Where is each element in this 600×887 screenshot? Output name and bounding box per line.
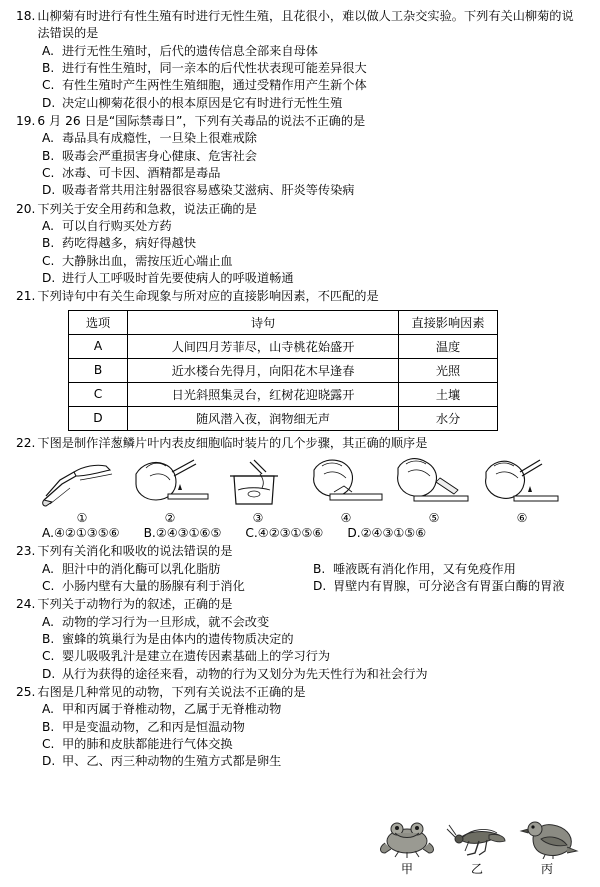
question-number: 18. xyxy=(16,9,36,23)
option-label: D. xyxy=(313,578,327,593)
table-row[interactable] xyxy=(69,406,498,430)
option-text: 甲是变温动物，乙和丙是恒温动物 xyxy=(62,719,245,734)
option-label: C. xyxy=(42,578,55,593)
header-poem: 诗句 xyxy=(128,310,399,334)
option-text: ②④③①⑥⑤ xyxy=(155,525,222,540)
option-b[interactable] xyxy=(144,525,222,542)
figure-label: ① xyxy=(76,510,88,525)
option-c[interactable] xyxy=(16,736,412,753)
question-18 xyxy=(16,8,584,112)
option-label: B. xyxy=(143,525,156,540)
header-option: 选项 xyxy=(69,310,128,334)
option-text: 药吃得越多，病好得越快 xyxy=(62,236,197,251)
animal-label-yi: 乙 xyxy=(470,862,483,876)
option-a[interactable] xyxy=(16,43,584,60)
cell-factor: 水分 xyxy=(399,406,498,430)
option-d[interactable] xyxy=(347,525,426,542)
option-text: 唾液既有消化作用，又有免疫作用 xyxy=(333,561,516,576)
question-stem: 山柳菊有时进行有性生殖有时进行无性生殖，且花很小，难以做人工杂交实验。下列有关山柳菊的说法错误的是 xyxy=(37,9,574,41)
option-label: D. xyxy=(42,754,56,769)
option-text: 冰毒、可卡因、酒精都是毒品 xyxy=(62,165,221,180)
option-text: 甲、乙、丙三种动物的生殖方式都是卵生 xyxy=(62,754,282,769)
option-a[interactable] xyxy=(42,525,120,542)
question-24 xyxy=(16,596,584,683)
figure-label: ③ xyxy=(252,510,264,525)
tweezers-icon xyxy=(40,454,124,510)
option-text: ④②③①⑤⑥ xyxy=(257,525,324,540)
option-text: ②④③①⑤⑥ xyxy=(360,525,427,540)
option-label: D. xyxy=(42,183,56,198)
animal-labels xyxy=(372,860,582,877)
cell-poem: 随风潜入夜，润物细无声 xyxy=(128,406,399,430)
option-label: D. xyxy=(347,525,361,540)
option-b[interactable] xyxy=(16,631,584,648)
animal-images-row xyxy=(372,813,582,859)
option-label: A. xyxy=(42,702,54,717)
cell-option: A xyxy=(69,334,128,358)
table-row[interactable] xyxy=(69,382,498,406)
option-c[interactable] xyxy=(16,253,584,270)
question-stem: 下列有关消化和吸收的说法错误的是 xyxy=(37,544,233,559)
question-number: 21. xyxy=(16,289,36,304)
option-text: 进行人工呼吸时首先要使病人的呼吸道畅通 xyxy=(62,270,294,285)
option-d[interactable] xyxy=(313,578,584,595)
option-b[interactable] xyxy=(313,561,584,578)
dropper-hand-icon xyxy=(128,454,212,510)
option-text: 甲的肺和皮肤都能进行气体交换 xyxy=(62,736,233,751)
option-text: 进行无性生殖时，后代的遗传信息全部来自母体 xyxy=(62,43,318,58)
option-label: C. xyxy=(42,165,55,180)
coverslip-icon xyxy=(392,454,476,510)
option-c[interactable] xyxy=(42,578,313,595)
option-text: 毒品具有成瘾性，一旦染上很难戒除 xyxy=(62,131,257,146)
figure-label: ⑤ xyxy=(428,510,440,525)
option-label: B. xyxy=(42,631,55,646)
wiping-slide-icon xyxy=(304,454,388,510)
q22-options xyxy=(16,525,584,542)
figure-label: ② xyxy=(164,510,176,525)
option-label: C. xyxy=(42,649,55,664)
option-a[interactable] xyxy=(42,561,313,578)
question-number: 22. xyxy=(16,435,36,450)
animal-label-bing: 丙 xyxy=(540,862,553,876)
figure-step-3 xyxy=(216,454,300,525)
option-text: 决定山柳菊花很小的根本原因是它有时进行无性生殖 xyxy=(62,95,343,110)
frog-icon xyxy=(375,813,439,859)
figure-label: ⑥ xyxy=(516,510,528,525)
figure-label: ④ xyxy=(340,510,352,525)
option-c[interactable] xyxy=(16,77,584,94)
header-factor: 直接影响因素 xyxy=(399,310,498,334)
staining-dropper-icon xyxy=(480,454,564,510)
option-label: A. xyxy=(42,561,54,576)
question-19 xyxy=(16,113,584,200)
figure-step-2 xyxy=(128,454,212,525)
poem-factor-table xyxy=(68,310,498,431)
question-stem: 下列关于安全用药和急救，说法正确的是 xyxy=(37,201,257,216)
option-label: A. xyxy=(42,218,54,233)
option-a[interactable] xyxy=(16,614,584,631)
option-label: A. xyxy=(42,43,54,58)
question-stem: 6 月 26 日是“国际禁毒日”，下列有关毒品的说法不正确的是 xyxy=(37,113,366,128)
question-number: 23. xyxy=(16,544,36,559)
table-header-row xyxy=(69,310,498,334)
option-label: C. xyxy=(42,253,55,268)
option-label: A. xyxy=(42,131,54,146)
slide-preparation-figures xyxy=(40,454,564,525)
question-stem: 下图是制作洋葱鳞片叶内表皮细胞临时装片的几个步骤，其正确的顺序是 xyxy=(37,435,428,450)
pigeon-icon xyxy=(515,813,579,859)
grasshopper-icon xyxy=(445,813,509,859)
option-d[interactable] xyxy=(16,270,584,287)
question-number: 20. xyxy=(16,201,36,216)
animal-label-jia: 甲 xyxy=(400,862,413,876)
cell-factor: 光照 xyxy=(399,358,498,382)
question-stem: 下列关于动物行为的叙述，正确的是 xyxy=(37,597,233,612)
option-d[interactable] xyxy=(16,95,584,112)
question-number: 19. xyxy=(16,113,36,128)
option-text: 动物的学习行为一旦形成，就不会改变 xyxy=(62,614,270,629)
option-text: 从行为获得的途径来看，动物的行为又划分为先天性行为和社会行为 xyxy=(62,666,428,681)
figure-step-4 xyxy=(304,454,388,525)
cell-factor: 温度 xyxy=(399,334,498,358)
option-label: C. xyxy=(42,78,55,93)
option-label: B. xyxy=(313,561,326,576)
cell-poem: 人间四月芳菲尽，山寺桃花始盛开 xyxy=(128,334,399,358)
option-d[interactable] xyxy=(16,666,584,683)
cell-poem: 日光斜照集灵台，红树花迎晓露开 xyxy=(128,382,399,406)
cell-option: C xyxy=(69,382,128,406)
option-b[interactable] xyxy=(16,719,412,736)
beaker-icon xyxy=(216,454,300,510)
option-text: 大静脉出血，需按压近心端止血 xyxy=(62,253,233,268)
q23-options xyxy=(16,561,584,596)
option-label: B. xyxy=(42,719,55,734)
option-label: D. xyxy=(42,666,56,681)
cell-option: D xyxy=(69,406,128,430)
option-text: 吸毒者常共用注射器很容易感染艾滋病、肝炎等传染病 xyxy=(62,183,355,198)
option-c[interactable] xyxy=(245,525,323,542)
cell-poem: 近水楼台先得月，向阳花木早逢春 xyxy=(128,358,399,382)
figure-step-5 xyxy=(392,454,476,525)
option-label: B. xyxy=(42,60,55,75)
option-d[interactable] xyxy=(16,753,412,770)
table-row[interactable] xyxy=(69,358,498,382)
question-21 xyxy=(16,288,584,430)
question-number: 25. xyxy=(16,684,36,699)
option-label: D. xyxy=(42,270,56,285)
question-20 xyxy=(16,201,584,288)
option-text: 有性生殖时产生两性生殖细胞，通过受精作用产生新个体 xyxy=(62,78,367,93)
option-text: 甲和丙属于脊椎动物，乙属于无脊椎动物 xyxy=(62,702,282,717)
option-text: 胃壁内有胃腺，可分泌含有胃蛋白酶的胃液 xyxy=(333,578,565,593)
option-text: 婴儿吸吸乳汁是建立在遗传因素基础上的学习行为 xyxy=(62,649,331,664)
option-text: 吸毒会严重损害身心健康、危害社会 xyxy=(62,148,257,163)
option-a[interactable] xyxy=(16,218,584,235)
option-c[interactable] xyxy=(16,648,584,665)
option-label: B. xyxy=(42,236,55,251)
option-b[interactable] xyxy=(16,235,584,252)
option-text: 可以自行购买处方药 xyxy=(62,218,172,233)
option-label: D. xyxy=(42,95,56,110)
figure-step-1 xyxy=(40,454,124,525)
question-number: 24. xyxy=(16,597,36,612)
question-stem: 下列诗句中有关生命现象与所对应的直接影响因素，不匹配的是 xyxy=(37,289,379,304)
option-b[interactable] xyxy=(16,60,584,77)
option-label: A. xyxy=(42,614,54,629)
option-b[interactable] xyxy=(16,148,584,165)
option-text: 胆汁中的消化酶可以乳化脂肪 xyxy=(62,561,221,576)
question-22 xyxy=(16,435,584,543)
option-a[interactable] xyxy=(16,130,584,147)
figure-step-6 xyxy=(480,454,564,525)
option-label: A. xyxy=(42,525,54,540)
option-label: C. xyxy=(42,736,55,751)
question-23 xyxy=(16,543,584,595)
question-stem: 右图是几种常见的动物，下列有关说法不正确的是 xyxy=(37,684,306,699)
option-d[interactable] xyxy=(16,182,584,199)
option-label: C. xyxy=(245,525,258,540)
option-a[interactable] xyxy=(16,701,412,718)
cell-factor: 土壤 xyxy=(399,382,498,406)
option-c[interactable] xyxy=(16,165,584,182)
option-label: B. xyxy=(42,148,55,163)
option-text: 进行有性生殖时，同一亲本的后代性状表现可能差异很大 xyxy=(62,60,367,75)
option-text: 蜜蜂的筑巢行为是由体内的遗传物质决定的 xyxy=(62,631,294,646)
option-text: ④②①③⑤⑥ xyxy=(54,525,120,540)
question-25 xyxy=(16,684,584,771)
table-row[interactable] xyxy=(69,334,498,358)
animal-figures xyxy=(372,813,582,877)
option-text: 小肠内壁有大量的肠腺有利于消化 xyxy=(62,578,245,593)
cell-option: B xyxy=(69,358,128,382)
